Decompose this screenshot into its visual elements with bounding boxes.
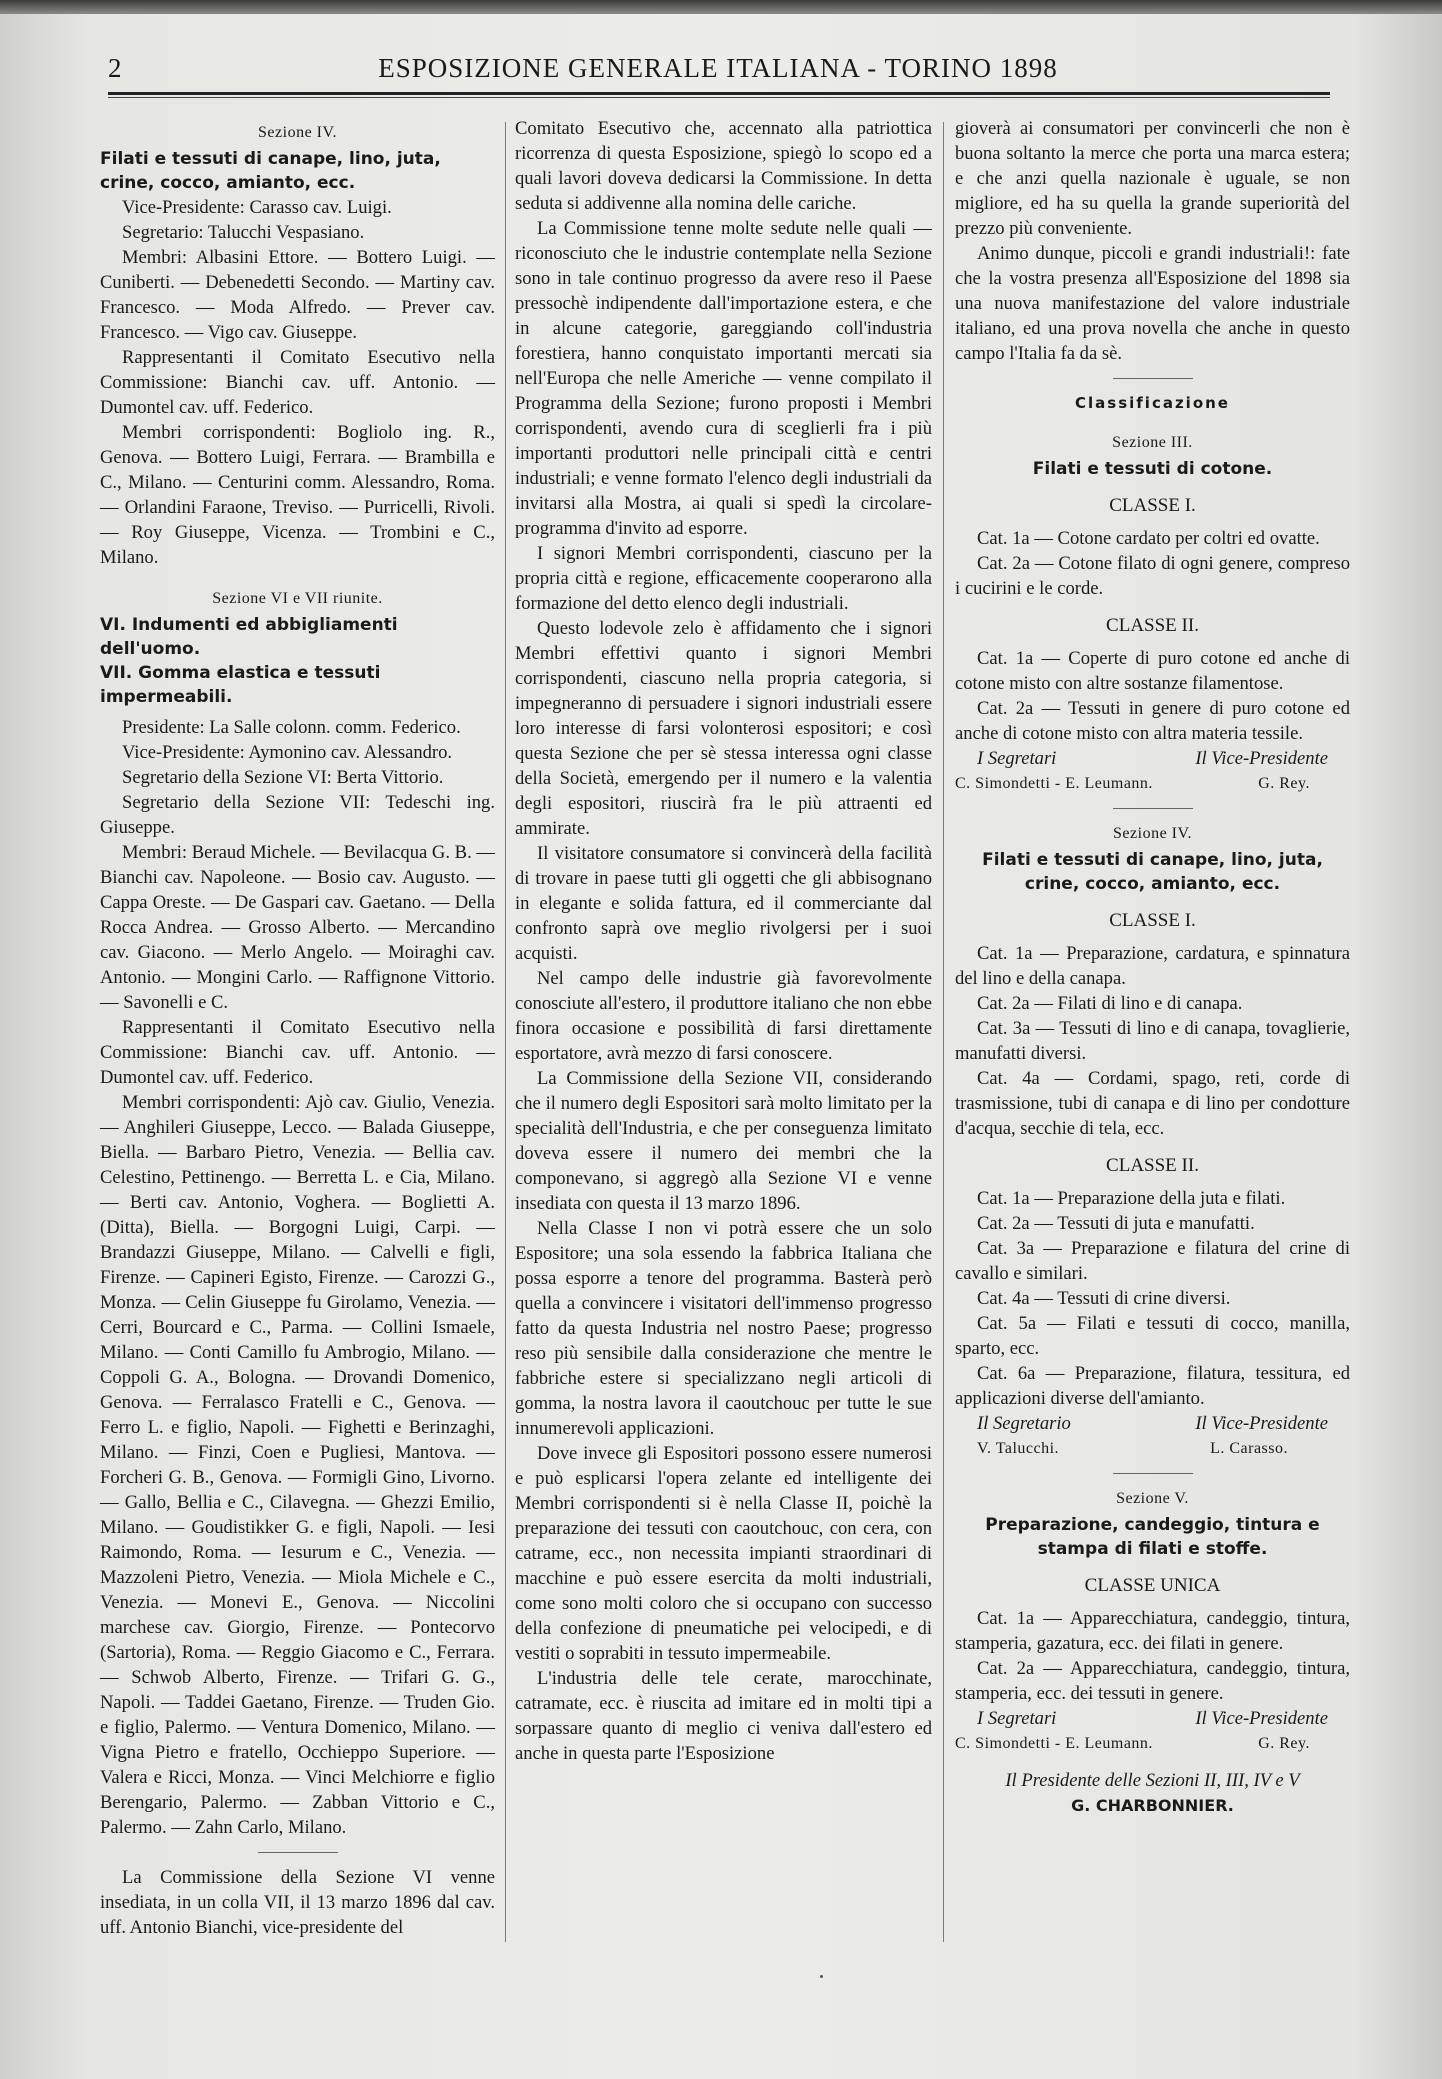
print-speck: [820, 1975, 823, 1978]
paragraph: La Commissione della Sezione VII, considerando che il numero degli Espositori sarà molto limitato per la specialità dell'Industria, e che per conseguenza limitato doveva essere il numero dei membri che la componevano, si aggregò alla Sezione VI e venne insediata con questa il 13 marzo 1896.: [515, 1068, 932, 1214]
section-label: Sezione IV.: [1113, 825, 1192, 842]
class-heading: CLASSE II.: [1106, 615, 1199, 636]
column-2: [515, 116, 932, 1766]
section-title: VII. Gomma elastica e tessuti impermeabili.: [100, 663, 381, 707]
paragraph: La Commissione della Sezione VI venne insediata, in un colla VII, il 13 marzo 1896 dal cav. uff. Antonio Bianchi, vice-presidente del: [100, 1867, 495, 1938]
section-label: Sezione IV.: [258, 124, 337, 141]
paragraph: Segretario della Sezione VI: Berta Vittorio.: [122, 767, 444, 788]
signature-name-right: L. Carasso.: [1210, 1440, 1288, 1457]
signature-role-left: I Segretari: [977, 748, 1057, 769]
class-heading: CLASSE I.: [1109, 495, 1196, 516]
signature-roles: [955, 1706, 1350, 1731]
category: Cat. 2a — Cotone filato di ogni genere, compreso i cucirini e le corde.: [955, 553, 1350, 599]
divider: [1113, 808, 1193, 809]
paragraph: Dove invece gli Espositori possono essere numerosi e può esplicarsi l'opera zelante ed intelligente dei Membri corrispondenti si è nella Classe II, poichè la preparazione dei tessuti con caoutchouc, con cera, con catrame, ecc., non necessita impianti straordinari di macchine e può essere esercita da molti industriali, come sono molti coloro che si occupano con successo della confezione di pneumatiche pei velocipedi, e di vestiti o soprabiti in tessuto impermeabile.: [515, 1443, 932, 1664]
paragraph: Il visitatore consumatore si convincerà della facilità di trovare in paese tutti gli oggetti che gli abbisognano in elegante e solida fattura, ed il commerciante dal confronto saprà ove meglio rivolgersi per i suoi acquisti.: [515, 843, 932, 964]
header-rule-thick: [108, 92, 1330, 95]
paragraph: Membri corrispondenti: Ajò cav. Giulio, Venezia. — Anghileri Giuseppe, Lecco. — Balada Giuseppe, Biella. — Barbaro Pietro, Venezia. — Bellia cav. Celestino, Pettinengo. — Berretta L. e Cia, Milano. — Berti cav. Antonio, Voghera. — Boglietti A. (Ditta), Biella. — Borgogni Luigi, Carpi. — Brandazzi Giuseppe, Milano. — Calvelli e figli, Firenze. — Capineri Egisto, Firenze. — Carozzi G., Monza. — Celin Giuseppe fu Girolamo, Venezia. — Cerri, Bourcard e C., Parma. — Collini Ismaele, Milano. — Conti Camillo fu Ambrogio, Milano. — Coppoli G. A., Bologna. — Drovandi Domenico, Genova. — Ferralasco Fratelli e C., Genova. — Ferro L. e figlio, Napoli. — Fighetti e Berinzaghi, Milano. — Finzi, Coen e Pugliesi, Mantova. — Forcheri G. B., Genova. — Formigli Gino, Livorno. — Gallo, Bellia e C., Cilavegna. — Ghezzi Emilio, Milano. — Goudistikker G. e figli, Napoli. — Iesi Raimondo, Roma. — Iesurum e C., Venezia. — Mazzoleni Pietro, Venezia. — Miola Michele e C., Venezia. — Monevi E., Genova. — Niccolini marchese cav. Giorgio, Firenze. — Pontecorvo (Sartoria), Roma. — Reggio Giacomo e C., Ferrara. — Schwob Alberto, Firenze. — Trifari G. G., Napoli. — Taddei Gaetano, Firenze. — Truden Gio. e figlio, Palermo. — Ventura Domenico, Milano. — Vigna Pietro e fratello, Occhieppo Superiore. — Valera e Ricci, Monza. — Vinci Melchiorre e figlio Berengario, Palermo. — Zabban Vittorio e C., Palermo. — Zahn Carlo, Milano.: [100, 1092, 495, 1838]
category: Cat. 1a — Preparazione della juta e filati.: [977, 1188, 1286, 1209]
president-role: Il Presidente delle Sezioni II, III, IV e V: [1005, 1770, 1300, 1791]
column-divider-1: [505, 122, 506, 1942]
paragraph: Animo dunque, piccoli e grandi industriali!: fate che la vostra presenza all'Esposizione del 1898 sia una nuova manifestazione del valore industriale italiano, ed una prova novella che anche in questo campo l'Italia fa da sè.: [955, 243, 1350, 364]
category: Cat. 1a — Cotone cardato per coltri ed ovatte.: [977, 528, 1320, 549]
category: Cat. 4a — Tessuti di crine diversi.: [977, 1288, 1231, 1309]
column-divider-2: [943, 122, 944, 1942]
class-heading: CLASSE II.: [1106, 1155, 1199, 1176]
classification-heading: Classificazione: [1075, 394, 1230, 412]
class-heading: CLASSE I.: [1109, 910, 1196, 931]
signature-names: [955, 1436, 1350, 1461]
paragraph: gioverà ai consumatori per convincerli che non è buona soltanto la merce che porta una marca estera; e che anzi quella nazionale è uguale, se non migliore, ed ha su quella la grande superiorità del prezzo più conveniente.: [955, 118, 1350, 239]
section-title: Filati e tessuti di canape, lino, juta, crine, cocco, amianto, ecc.: [100, 149, 441, 193]
paragraph: Presidente: La Salle colonn. comm. Federico.: [122, 717, 461, 738]
signature-name-right: G. Rey.: [1258, 1735, 1310, 1752]
section-title: Filati e tessuti di cotone.: [1032, 459, 1273, 479]
signature-role-right: Il Vice-Presidente: [1195, 1413, 1328, 1434]
signature-roles: [955, 746, 1350, 771]
category: Cat. 1a — Apparecchiatura, candeggio, tintura, stamperia, gazatura, ecc. dei filati in genere.: [955, 1608, 1350, 1654]
column-1: [100, 116, 495, 1940]
signature-name-left: V. Talucchi.: [977, 1440, 1060, 1457]
paragraph: Segretario della Sezione VII: Tedeschi ing. Giuseppe.: [100, 792, 495, 838]
section-title: VI. Indumenti ed abbigliamenti dell'uomo.: [100, 615, 398, 659]
paragraph: Vice-Presidente: Carasso cav. Luigi.: [122, 197, 392, 218]
section-title: Filati e tessuti di canape, lino, juta, crine, cocco, amianto, ecc.: [982, 850, 1323, 894]
signature-role-left: Il Segretario: [977, 1413, 1071, 1434]
signature-name-left: C. Simondetti - E. Leumann.: [955, 775, 1153, 792]
category: Cat. 2a — Tessuti di juta e manufatti.: [977, 1213, 1255, 1234]
category: Cat. 3a — Tessuti di lino e di canapa, tovaglierie, manufatti diversi.: [955, 1018, 1350, 1064]
category: Cat. 1a — Coperte di puro cotone ed anche di cotone misto con altre sostanze filamentose.: [955, 648, 1350, 694]
category: Cat. 1a — Preparazione, cardatura, e spinnatura del lino e della canapa.: [955, 943, 1350, 989]
paragraph: Rappresentanti il Comitato Esecutivo nella Commissione: Bianchi cav. uff. Antonio. — Dumontel cav. uff. Federico.: [100, 1017, 495, 1088]
paragraph: Segretario: Talucchi Vespasiano.: [122, 222, 365, 243]
paragraph: Comitato Esecutivo che, accennato alla patriottica ricorrenza di questa Esposizione, spiegò lo scopo ed a quali lavori doveva dedicarsi la Commissione. In detta seduta si addivenne alla nomina delle cariche.: [515, 118, 932, 214]
page-header: [108, 48, 1328, 88]
paragraph: Membri: Beraud Michele. — Bevilacqua G. B. — Bianchi cav. Napoleone. — Bosio cav. Augusto. — Cappa Oreste. — De Gaspari cav. Gaetano. — Della Rocca Andrea. — Grosso Alberto. — Mercandino cav. Giacono. — Merlo Angelo. — Moiraghi cav. Antonio. — Mongini Carlo. — Raffignone Vittorio. — Savonelli e C.: [100, 842, 495, 1013]
divider: [1113, 378, 1193, 379]
paragraph: La Commissione tenne molte sedute nelle quali — riconosciuto che le industrie contemplate nella Sezione sono in tale continuo progresso da avere reso il Paese pressochè indipendente dall'importazione estera, e che in alcune categorie, gareggiando coll'industria forestiera, hanno conquistato importanti mercati sia nell'Europa che nelle Americhe — venne compilato il Programma della Sezione; furono proposti i Membri corrispondenti, avendo cura di sceglierli fra i più importanti produttori nelle principali città e centri industriali; e venne formato l'elenco degli industriali da invitarsi alla Mostra, ai quali si spedì la circolare-programma d'invito ad esporre.: [515, 218, 932, 539]
category: Cat. 6a — Preparazione, filatura, tessitura, ed applicazioni diverse dell'amianto.: [955, 1363, 1350, 1409]
column-3: [955, 116, 1350, 1818]
paragraph: L'industria delle tele cerate, marocchinate, catramate, ecc. è riuscita ad imitare ed in molti tipi a sorpassare quanto di meglio ci veniva dall'estero ed anche in questa parte l'Esposizione: [515, 1668, 932, 1764]
signature-role-right: Il Vice-Presidente: [1195, 748, 1328, 769]
section-title: Preparazione, candeggio, tintura e stampa di filati e stoffe.: [985, 1515, 1320, 1559]
scan-top-edge: [0, 0, 1442, 14]
category: Cat. 2a — Apparecchiatura, candeggio, tintura, stamperia, ecc. dei tessuti in genere.: [955, 1658, 1350, 1704]
paragraph: I signori Membri corrispondenti, ciascuno per la propria città e regione, efficacemente cooperarono alla formazione del detto elenco degli industriali.: [515, 543, 932, 614]
paragraph: Questo lodevole zelo è affidamento che i signori Membri effettivi quanto i signori Membri corrispondenti, ciascuno nella propria categoria, si impegneranno di persuadere i signori industriali essere loro interesse di farsi volonterosi espositori; e così questa Sezione che per sè stessa interessa ogni classe della Società, emergendo per il numero e la valentia degli espositori, riuscirà fra le più attraenti ed ammirate.: [515, 618, 932, 839]
section-label: Sezione III.: [1112, 434, 1193, 451]
signature-name-right: G. Rey.: [1258, 775, 1310, 792]
paragraph: Nel campo delle industrie già favorevolmente conosciute all'estero, il produttore italiano che non ebbe finora occasione e possibilità di farsi direttamente esportatore, avrà mezzo di farsi conoscere.: [515, 968, 932, 1064]
president-name: G. CHARBONNIER.: [1071, 1796, 1234, 1815]
category: Cat. 5a — Filati e tessuti di cocco, manilla, sparto, ecc.: [955, 1313, 1350, 1359]
category: Cat. 2a — Filati di lino e di canapa.: [977, 993, 1243, 1014]
divider: [258, 1852, 338, 1853]
paragraph: Rappresentanti il Comitato Esecutivo nella Commissione: Bianchi cav. uff. Antonio. — Dumontel cav. uff. Federico.: [100, 347, 495, 418]
signature-names: [955, 1731, 1350, 1756]
category: Cat. 2a — Tessuti in genere di puro cotone ed anche di cotone misto con altra materia tessile.: [955, 698, 1350, 744]
category: Cat. 4a — Cordami, spago, reti, corde di trasmissione, tubi di canapa e di lino per condotture d'acqua, secchie di tela, ecc.: [955, 1068, 1350, 1139]
signature-role-left: I Segretari: [977, 1708, 1057, 1729]
paragraph: Nella Classe I non vi potrà essere che un solo Espositore; una sola essendo la fabbrica Italiana che possa esporre a tenore del programma. Basterà però quella a convincere i visitatori dell'immenso progresso fatto da questa Industria nel nostro Paese; progresso reso più sensibile dalla considerazione che mentre le fabbriche estere si specializzano negli articoli di gomma, la nostra lavora il caoutchouc per tutte le sue innumerevoli applicazioni.: [515, 1218, 932, 1439]
class-heading: CLASSE UNICA: [1084, 1575, 1221, 1596]
page-number: 2: [108, 52, 123, 83]
category: Cat. 3a — Preparazione e filatura del crine di cavallo e similari.: [955, 1238, 1350, 1284]
paragraph: Membri corrispondenti: Bogliolo ing. R., Genova. — Bottero Luigi, Ferrara. — Brambilla e C., Milano. — Centurini comm. Alessandro, Roma. — Orlandini Faraone, Treviso. — Purricelli, Rivoli. — Roy Giuseppe, Vicenza. — Trombini e C., Milano.: [100, 422, 495, 568]
header-rule-thin: [108, 97, 1330, 98]
signature-name-left: C. Simondetti - E. Leumann.: [955, 1735, 1153, 1752]
paragraph: Vice-Presidente: Aymonino cav. Alessandro.: [122, 742, 453, 763]
signature-names: [955, 771, 1350, 796]
paragraph: Membri: Albasini Ettore. — Bottero Luigi. — Cuniberti. — Debenedetti Secondo. — Martiny cav. Francesco. — Moda Alfredo. — Prever cav. Francesco. — Vigo cav. Giuseppe.: [100, 247, 495, 343]
section-label: Sezione VI e VII riunite.: [212, 590, 383, 607]
signature-role-right: Il Vice-Presidente: [1195, 1708, 1328, 1729]
page-title: ESPOSIZIONE GENERALE ITALIANA - TORINO 1898: [378, 52, 1058, 83]
divider: [1113, 1473, 1193, 1474]
section-label: Sezione V.: [1116, 1490, 1189, 1507]
signature-roles: [955, 1411, 1350, 1436]
